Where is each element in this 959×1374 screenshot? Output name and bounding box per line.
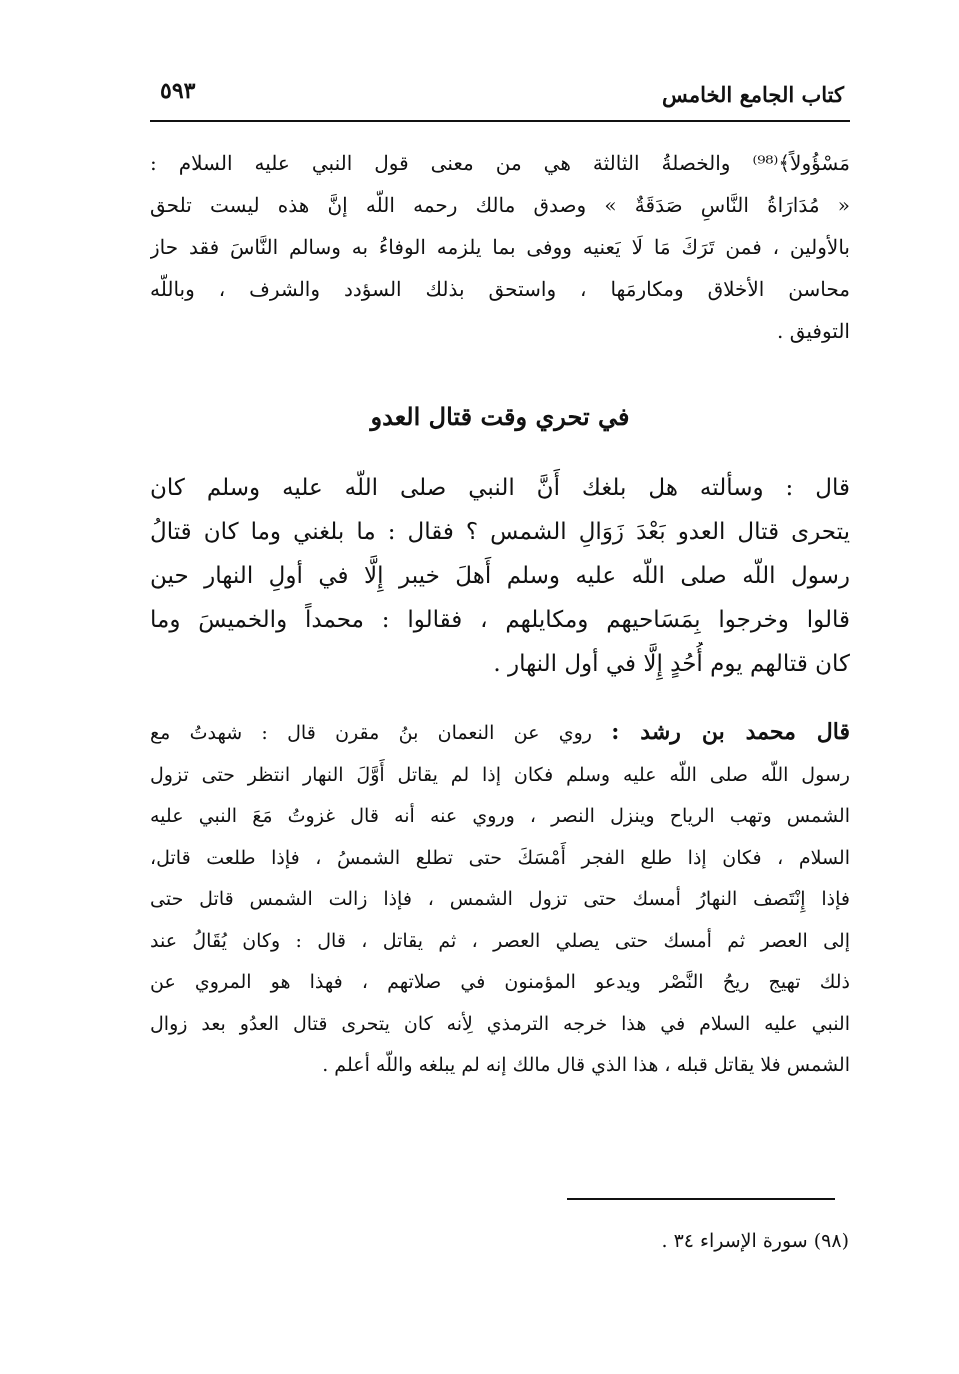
text-fragment: روي عن النعمان بنُ مقرن قال : شهدتُ مع bbox=[150, 722, 612, 744]
text-line: رسول اللّه صلى اللّه عليه وسلم أَهلَ خيبر إِلَّا في أولِ النهار حين bbox=[150, 563, 850, 589]
text-line: فإذا إِنْتَصف النهارُ أمسك حتى تزول الشمس ، فإذا زالت الشمس قاتل حتى bbox=[150, 888, 850, 910]
text-line-first bbox=[150, 712, 850, 755]
header-rule bbox=[150, 120, 850, 122]
text-line: الشمس وتهب الرياح وينزل النصر ، وروي عنه أنه قال غزوتُ مَعَ النبي عليه bbox=[150, 805, 850, 827]
text-line: النبي عليه السلام في هذا خرجه الترمذي لِأنه كان يتحرى قتال العدُو بعد زوال bbox=[150, 1012, 850, 1035]
commentator-name: قال محمد بن رشد : bbox=[611, 719, 850, 745]
text-line: رسول اللّه صلى اللّه عليه وسلم فكان إذا لم يقاتل أَوَّلَ النهار انتظر حتى تزول bbox=[150, 763, 850, 786]
paragraph-question bbox=[150, 466, 850, 686]
text-line: الشمس فلا يقاتل قبله ، هذا الذي قال مالك إنه لم يبلغه واللّه أعلم . bbox=[322, 1054, 850, 1076]
text-line: قال : وسألته هل بلغك أَنَّ النبي صلى اللّه عليه وسلم كان bbox=[150, 475, 850, 501]
text-line: بالأولين ، فمن تَرَكَ مَا لَا يَعنيه ووفى بما يلزمه الوفاءُ به وسالم النَّاسَ فقد حاز bbox=[150, 235, 850, 259]
text-line: قالوا وخرجوا بِمَسَاحيهم ومكايلهم ، فقالوا : محمداً والخميسَ وما bbox=[150, 607, 850, 633]
text-line: إلى العصر ثم أمسك حتى يصلي العصر ، ثم يقاتل ، قال : وكان يُقَالُ عند bbox=[150, 929, 850, 952]
paragraph-commentary bbox=[150, 712, 850, 1087]
running-header bbox=[150, 72, 850, 112]
paragraph-continuation bbox=[150, 142, 850, 352]
text-line: التوفيق . bbox=[776, 319, 850, 343]
footnote-rule bbox=[567, 1198, 835, 1200]
text-line: « مُدَارَاةُ النَّاسِ صَدَقَةٌ » وصدق مالك رحمه اللّه إنَّ هذه ليست تلحق bbox=[150, 193, 850, 217]
section-heading: في تحري وقت قتال العدو bbox=[370, 402, 630, 431]
footnote: (٩٨) سورة الإسراء ٣٤ . bbox=[661, 1230, 849, 1252]
text-line: يتحرى قتال العدو بَعْدَ زَوَالِ الشمس ؟ فقال : ما بلغني وما كان قتالُ bbox=[150, 519, 850, 545]
text-line: كان قتالهم يوم أُحُدٍ إِلَّا في أول النهار . bbox=[493, 651, 850, 677]
page-number: ٥٩٣ bbox=[160, 78, 196, 104]
text-line: السلام ، فكان إذا طلع الفجر أَمْسَكَ حتى تطلع الشمسُ ، فإذا طلعت قاتل، bbox=[150, 846, 850, 869]
book-title: كتاب الجامع الخامس bbox=[662, 82, 844, 107]
text-line: محاسن الأخلاق ومكارمَها ، واستحق بذلك السؤدد والشرف ، وباللّه bbox=[150, 277, 850, 301]
text-line: ذلك تهيج ريحُ النَّصْر ويدعو المؤمنون في صلاتهم ، فهذا هو المروي عن bbox=[150, 971, 850, 993]
text-line: مَسْؤُولاً﴾⁽⁹⁸⁾ والخصلةُ الثالثة هي من معنى قول النبي عليه السلام : bbox=[150, 151, 850, 175]
